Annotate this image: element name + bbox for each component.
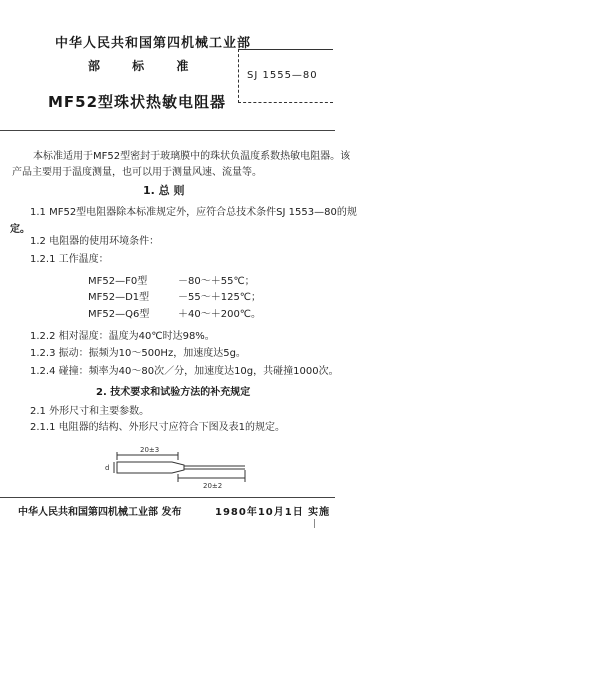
header-divider	[0, 130, 335, 131]
standard-code: SJ 1555—80	[247, 70, 318, 81]
dimension-bottom: 20±2	[203, 482, 223, 490]
margin-mark: |	[313, 519, 317, 529]
standard-code-box	[238, 49, 333, 103]
clause-1-1: 1.1 MF52型电阻器除本标准规定外，应符合总技术条件SJ 1553—80的规	[30, 207, 357, 218]
footer-divider	[0, 497, 335, 498]
clause-1-2-1: 1.2.1 工作温度：	[30, 254, 109, 265]
clause-1-2-2: 1.2.2 相对湿度：温度为40℃时达98%。	[30, 331, 215, 342]
temp-model: MF52—F0型	[88, 276, 148, 287]
dimension-top: 20±3	[140, 446, 160, 454]
intro-line-2: 产品主要用于温度测量，也可以用于测量风速、流量等。	[12, 167, 262, 178]
clause-2-1-1: 2.1.1 电阻器的结构、外形尺寸应符合下图及表1的规定。	[30, 422, 285, 433]
clause-1-1-continued: 定。	[10, 224, 30, 235]
section-2-title: 2. 技术要求和试验方法的补充规定	[96, 387, 251, 398]
ministry-title: 中华人民共和国第四机械工业部	[55, 36, 252, 51]
document-title: MF52型珠状热敏电阻器	[48, 93, 227, 111]
clause-2-1: 2.1 外形尺寸和主要参数。	[30, 406, 150, 417]
temp-range: ＋40～＋200℃。	[178, 309, 262, 320]
temp-model: MF52—D1型	[88, 292, 150, 303]
clause-1-2-3: 1.2.3 振动：振频为10～500Hz，加速度达5g。	[30, 348, 246, 359]
standard-type: 部 标 准	[88, 59, 203, 73]
section-1-title: 1. 总 则	[143, 184, 185, 197]
effective-date: 1980年10月1日 实施	[215, 507, 331, 518]
temp-model: MF52—Q6型	[88, 309, 150, 320]
dimension-left: d	[105, 464, 110, 472]
clause-1-2-4: 1.2.4 碰撞：频率为40～80次／分，加速度达10g，共碰撞1000次。	[30, 366, 339, 377]
temp-range: －55～＋125℃；	[178, 292, 262, 303]
intro-line-1: 本标准适用于MF52型密封于玻璃膜中的珠状负温度系数热敏电阻器。该	[33, 151, 351, 162]
clause-1-2: 1.2 电阻器的使用环境条件：	[30, 236, 160, 247]
issuer: 中华人民共和国第四机械工业部 发布	[18, 507, 182, 518]
temp-range: －80～＋55℃；	[178, 276, 255, 287]
